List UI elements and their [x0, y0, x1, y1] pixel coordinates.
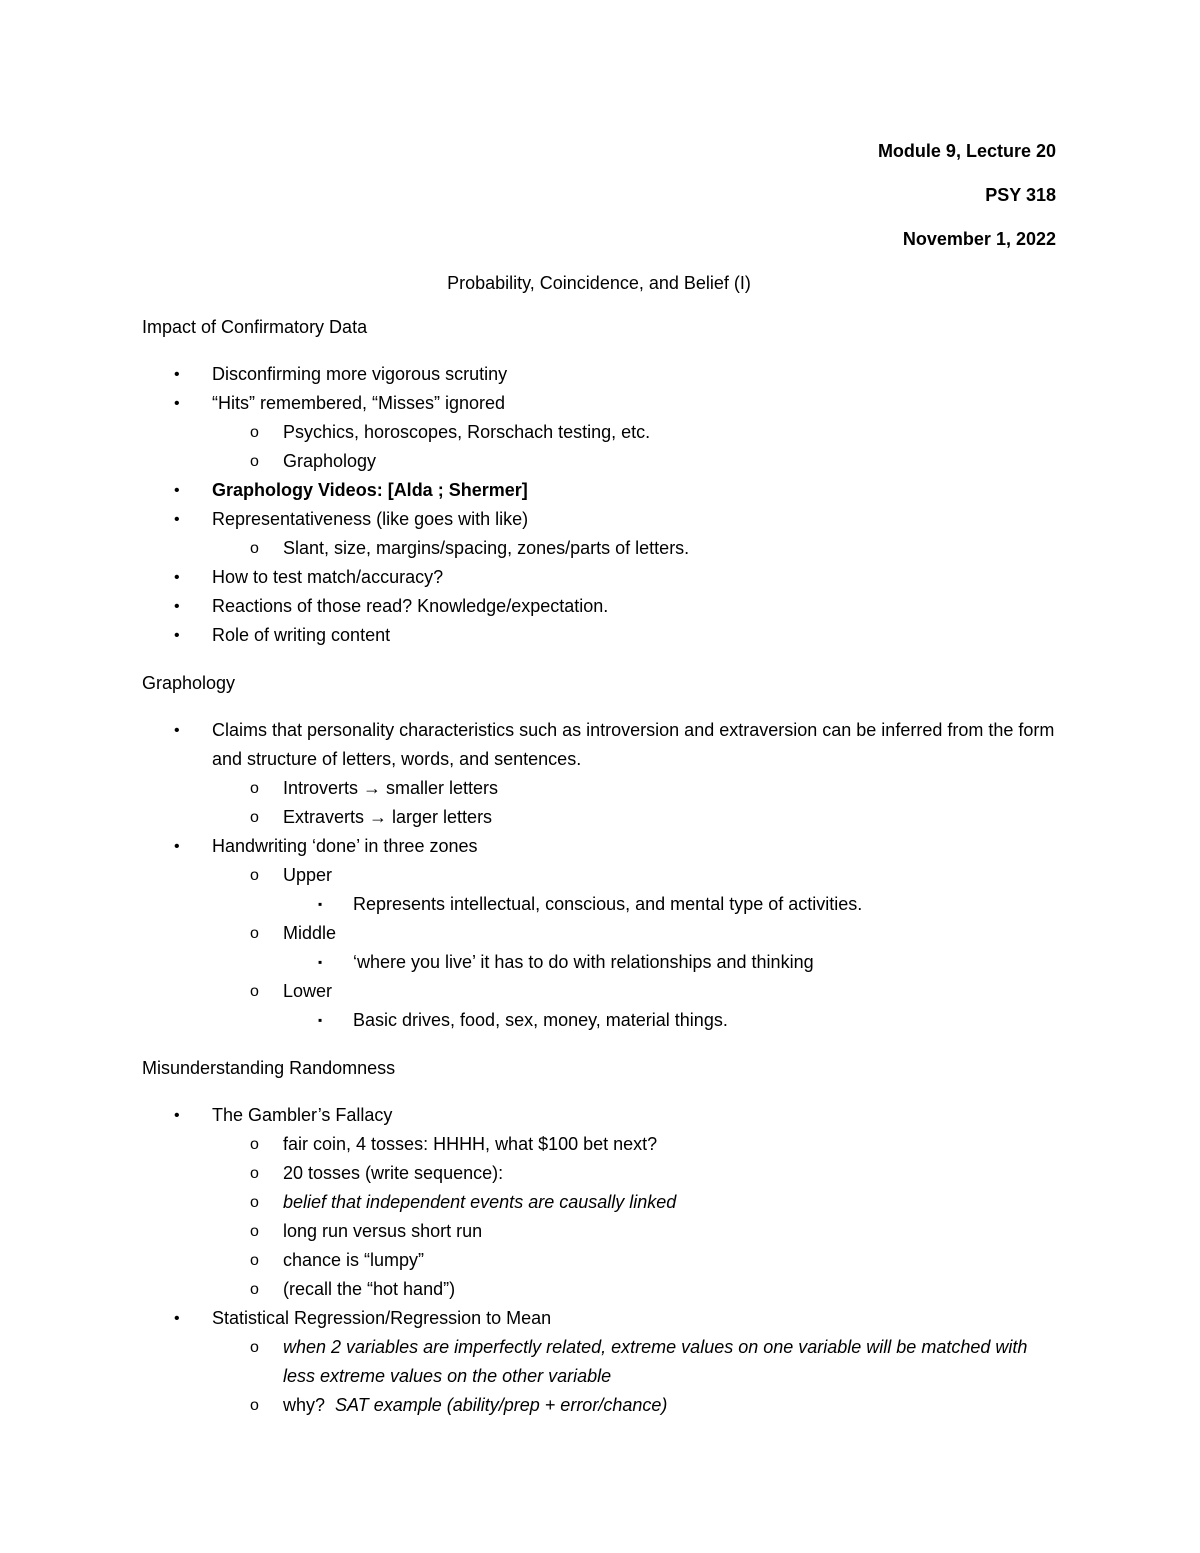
circle-marker: o	[250, 424, 259, 441]
circle-marker: o	[250, 809, 259, 826]
circle-marker: o	[250, 780, 259, 797]
circle-marker: o	[250, 983, 259, 1000]
circle-marker: o	[250, 1397, 259, 1414]
list-item: ▪ ‘where you live’ it has to do with relationships and thinking	[142, 948, 1056, 977]
lecture-title: Probability, Coincidence, and Belief (I)	[447, 273, 751, 293]
bullet-marker: •	[174, 1107, 180, 1124]
circle-marker: o	[250, 1339, 259, 1356]
section-heading-randomness: Misunderstanding Randomness	[142, 1058, 396, 1078]
circle-marker: o	[250, 867, 259, 884]
list-item	[142, 476, 1056, 505]
list-item: o Lower	[142, 977, 1056, 1006]
bullet-marker: •	[174, 366, 180, 383]
list-item: o Slant, size, margins/spacing, zones/parts of letters.	[142, 534, 1056, 563]
circle-marker: o	[250, 1252, 259, 1269]
bullet-marker: •	[174, 569, 180, 586]
list-item: • Statistical Regression/Regression to Mean	[142, 1304, 1056, 1333]
list-item: • Disconfirming more vigorous scrutiny	[142, 360, 1056, 389]
bullet-marker: •	[174, 395, 180, 412]
list-item: • How to test match/accuracy?	[142, 563, 1056, 592]
list-item: o Upper	[142, 861, 1056, 890]
circle-marker: o	[250, 540, 259, 557]
bullet-marker: •	[174, 722, 180, 739]
list-item: o why? SAT example (ability/prep + error/chance)	[142, 1391, 1056, 1420]
bullet-marker: •	[174, 598, 180, 615]
list-item: ▪ Basic drives, food, sex, money, material things.	[142, 1006, 1056, 1035]
list-item: o long run versus short run	[142, 1217, 1056, 1246]
circle-marker: o	[250, 1136, 259, 1153]
list-item: • Handwriting ‘done’ in three zones	[142, 832, 1056, 861]
circle-marker: o	[250, 1194, 259, 1211]
list-item: o Introverts → smaller letters	[142, 774, 1056, 803]
bullet-marker: •	[174, 511, 180, 528]
document-header	[142, 140, 1056, 250]
section-heading-confirmatory: Impact of Confirmatory Data	[142, 317, 368, 337]
list-item: ▪ Represents intellectual, conscious, and mental type of activities.	[142, 890, 1056, 919]
circle-marker: o	[250, 1165, 259, 1182]
square-marker: ▪	[318, 897, 323, 911]
list-item: o chance is “lumpy”	[142, 1246, 1056, 1275]
circle-marker: o	[250, 1281, 259, 1298]
randomness-list	[142, 1101, 1056, 1420]
circle-marker: o	[250, 925, 259, 942]
list-item: o Graphology	[142, 447, 1056, 476]
list-item: • Reactions of those read? Knowledge/expectation.	[142, 592, 1056, 621]
list-item: o Middle	[142, 919, 1056, 948]
square-marker: ▪	[318, 1013, 323, 1027]
list-item: o Extraverts → larger letters	[142, 803, 1056, 832]
confirmatory-list	[142, 360, 1056, 650]
graphology-list	[142, 716, 1056, 1035]
circle-marker: o	[250, 453, 259, 470]
list-item: • Claims that personality characteristics such as introversion and extraversion can be inferred from the form and structure of letters, words, and sentences.	[142, 716, 1056, 774]
course-code: PSY 318	[985, 185, 1056, 205]
circle-marker: o	[250, 1223, 259, 1240]
list-item: o 20 tosses (write sequence):	[142, 1159, 1056, 1188]
list-item: o when 2 variables are imperfectly related, extreme values on one variable will be matched with less extreme values on the other variable	[142, 1333, 1056, 1391]
list-item: o belief that independent events are causally linked	[142, 1188, 1056, 1217]
square-marker: ▪	[318, 955, 323, 969]
graphology-videos-text: Graphology Videos: [Alda ; Shermer]	[212, 480, 528, 500]
bullet-marker: •	[174, 1310, 180, 1327]
list-item: • Role of writing content	[142, 621, 1056, 650]
section-heading-graphology: Graphology	[142, 673, 236, 693]
list-item: • “Hits” remembered, “Misses” ignored	[142, 389, 1056, 418]
bullet-marker: •	[174, 482, 180, 499]
list-item: • The Gambler’s Fallacy	[142, 1101, 1056, 1130]
list-item: o fair coin, 4 tosses: HHHH, what $100 bet next?	[142, 1130, 1056, 1159]
list-item: o Psychics, horoscopes, Rorschach testing, etc.	[142, 418, 1056, 447]
lecture-date: November 1, 2022	[902, 229, 1056, 249]
module-lecture-label: Module 9, Lecture 20	[877, 141, 1056, 161]
bullet-marker: •	[174, 627, 180, 644]
list-item: o (recall the “hot hand”)	[142, 1275, 1056, 1304]
bullet-marker: •	[174, 838, 180, 855]
list-item: • Representativeness (like goes with like)	[142, 505, 1056, 534]
